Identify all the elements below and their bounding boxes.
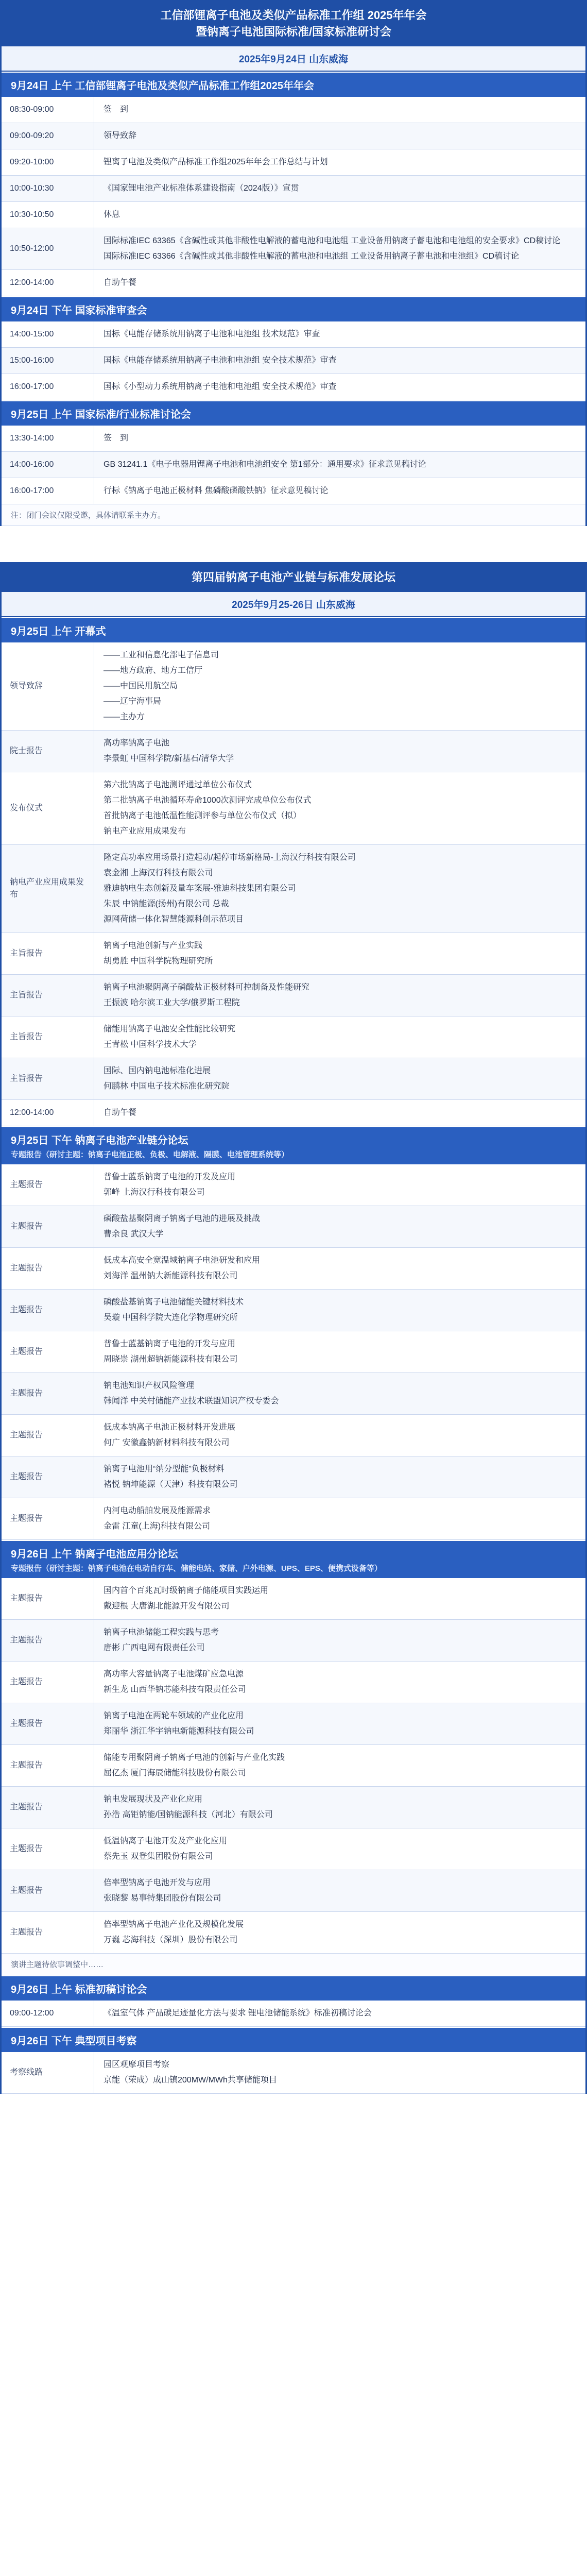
schedule-row (2, 1578, 585, 1620)
row-content (94, 772, 585, 844)
schedule-row (2, 348, 585, 374)
schedule-row (2, 452, 585, 478)
row-line: 钠离子电池聚阴离子磷酸盐正极材料可控制备及性能研究 (103, 983, 310, 992)
schedule-row (2, 642, 585, 731)
row-line: 普鲁士蓝基钠离子电池的开发与应用 (103, 1340, 236, 1348)
schedule-row (2, 1373, 585, 1415)
schedule-row (2, 1620, 585, 1662)
header-title-line2: 暨钠离子电池国际标准/国家标准研讨会 (195, 25, 392, 38)
row-line: 第六批钠离子电池测评通过单位公布仪式 (103, 781, 252, 789)
row-line: 刘海洋 温州钠大新能源科技有限公司 (103, 1272, 238, 1280)
row-line: 国标《小型动力系统用钠离子电池和电池组 安全技术规范》审查 (103, 382, 337, 391)
forum-block (0, 562, 587, 2094)
row-line: 签 到 (103, 434, 129, 443)
row-line: 唐彬 广西电网有限责任公司 (103, 1643, 205, 1652)
schedule-row (2, 2001, 585, 2027)
row-content (94, 975, 585, 1016)
row-label: 09:00-09:20 (2, 123, 94, 149)
schedule-row (2, 228, 585, 270)
row-line: 王青松 中国科学技术大学 (103, 1040, 197, 1049)
row-label: 15:00-16:00 (2, 348, 94, 374)
row-line: 领导致辞 (103, 131, 137, 140)
row-line: 孙浩 高钜钠能/国钠能源科技（河北）有限公司 (103, 1810, 273, 1819)
row-content (94, 1578, 585, 1619)
row-content (94, 845, 585, 933)
row-line: 钠离子电池创新与产业实践 (103, 941, 203, 950)
row-line: 签 到 (103, 105, 129, 114)
row-label: 主题报告 (2, 1290, 94, 1331)
row-line: 普鲁士蓝系钠离子电池的开发及应用 (103, 1173, 236, 1181)
schedule-row (2, 202, 585, 228)
row-line: 行标《钠离子电池正极材料 焦磷酸磷酸铁钠》征求意见稿讨论 (103, 486, 329, 495)
row-label: 主题报告 (2, 1912, 94, 1953)
row-line: 褚悦 钠坤能源（天津）科技有限公司 (103, 1480, 238, 1489)
row-label: 主题报告 (2, 1745, 94, 1786)
row-content (94, 1787, 585, 1828)
row-content (94, 642, 585, 730)
schedule-row (2, 975, 585, 1016)
row-line: 低温钠离子电池开发及产业化应用 (103, 1837, 228, 1845)
row-label: 12:00-14:00 (2, 270, 94, 296)
row-content (94, 149, 585, 175)
section-header: 9月25日 上午 开幕式 (2, 617, 585, 642)
row-line: 磷酸盐基聚阴离子钠离子电池的进展及挑战 (103, 1214, 261, 1223)
row-content (94, 1373, 585, 1414)
schedule-row (2, 1787, 585, 1828)
schedule-row (2, 1662, 585, 1703)
header-subtitle-1: 2025年9月24日 山东威海 (2, 46, 585, 72)
row-label: 16:00-17:00 (2, 374, 94, 400)
row-line: 国际标准IEC 63365《含碱性或其他非酸性电解液的蓄电池和电池组 工业设备用钠离子蓄电池和电池组的安全要求》CD稿讨论 (103, 236, 561, 245)
row-content (94, 1828, 585, 1870)
schedule-row (2, 1016, 585, 1058)
row-content (94, 426, 585, 451)
row-line: 雅迪钠电生态创新及量车案展-雅迪科技集团有限公司 (103, 884, 296, 893)
closed-meeting-note: 注：闭门会议仅限受邀，具体请联系主办方。 (2, 504, 585, 526)
row-content (94, 2052, 585, 2093)
row-label: 钠电产业应用成果发布 (2, 845, 94, 933)
row-label: 领导致辞 (2, 642, 94, 730)
row-line: 国内首个百兆瓦时级钠离子储能项目实践运用 (103, 1586, 269, 1595)
header-title-2: 第四届钠离子电池产业链与标准发展论坛 (191, 571, 395, 584)
row-content (94, 176, 585, 201)
row-label: 主题报告 (2, 1828, 94, 1870)
row-line: 新生龙 山西华钠芯能科技有限责任公司 (103, 1685, 246, 1694)
row-label: 14:00-15:00 (2, 321, 94, 347)
row-line: 首批钠离子电池低温性能测评参与单位公布仪式（拟） (103, 811, 302, 820)
schedule-row (2, 1456, 585, 1498)
row-content (94, 478, 585, 504)
row-line: 何鹏林 中国电子技术标准化研究院 (103, 1082, 230, 1091)
row-line: 第二批钠离子电池循环寿命1000次测评完成单位公布仪式 (103, 796, 312, 805)
row-line: 自助午餐 (103, 1108, 137, 1117)
section-rows (2, 1578, 585, 1954)
row-label: 13:30-14:00 (2, 426, 94, 451)
schedule-row (2, 1745, 585, 1787)
row-content (94, 1164, 585, 1206)
section-header: 9月25日 下午 钠离子电池产业链分论坛 专题报告（研讨主题：钠离子电池正极、负极、电解液、隔膜、电池管理系统等） (2, 1126, 585, 1164)
row-content (94, 1662, 585, 1703)
row-line: 园区观摩项目考察 (103, 2060, 170, 2069)
row-line: 钠电产业应用成果发布 (103, 827, 186, 836)
section-header: 9月26日 上午 标准初稿讨论会 (2, 1975, 585, 2001)
row-label: 主题报告 (2, 1206, 94, 1247)
row-content (94, 731, 585, 772)
row-label: 12:00-14:00 (2, 1100, 94, 1126)
section-subtitle: 专题报告（研讨主题：钠离子电池正极、负极、电解液、隔膜、电池管理系统等） (11, 1150, 289, 1159)
section-rows (2, 2001, 585, 2027)
row-line: 倍率型钠离子电池产业化及规模化发展 (103, 1920, 244, 1929)
section-header: 9月24日 上午 工信部锂离子电池及类似产品标准工作组2025年年会 (2, 72, 585, 97)
schedule-row (2, 1100, 585, 1126)
row-content (94, 1870, 585, 1911)
schedule-row (2, 1164, 585, 1206)
row-label: 主题报告 (2, 1373, 94, 1414)
row-line: 京能（荣成）成山镇200MW/MWh共享储能项目 (103, 2076, 277, 2084)
section-subtitle: 专题报告（研讨主题：钠离子电池在电动自行车、储能电站、家储、户外电源、UPS、EPS、便携式设备等） (11, 1564, 382, 1573)
row-line: 吴璇 中国科学院大连化学物理研究所 (103, 1313, 238, 1322)
section-rows (2, 321, 585, 400)
row-label: 主题报告 (2, 1578, 94, 1619)
row-label: 主旨报告 (2, 975, 94, 1016)
row-line: 磷酸盐基钠离子电池储能关键材料技术 (103, 1298, 244, 1307)
row-line: 源网荷储一体化智慧能源科创示范项目 (103, 915, 244, 924)
annual-meeting-block (0, 0, 587, 526)
row-line: 万巍 芯海科技（深圳）股份有限公司 (103, 1936, 238, 1944)
row-line: 钠离子电池在两轮车领域的产业化应用 (103, 1711, 244, 1720)
section-rows (2, 426, 585, 504)
row-line: 国标《电能存储系统用钠离子电池和电池组 安全技术规范》审查 (103, 356, 337, 365)
row-label: 08:30-09:00 (2, 97, 94, 123)
row-content (94, 270, 585, 296)
schedule-row (2, 1058, 585, 1100)
row-line: 低成本钠离子电池正极材料开发进展 (103, 1423, 236, 1432)
schedule-row (2, 1828, 585, 1870)
row-content (94, 1745, 585, 1786)
row-line: 郑丽华 浙江华宇钠电新能源科技有限公司 (103, 1727, 254, 1736)
section-header: 9月26日 下午 典型项目考察 (2, 2027, 585, 2052)
row-content (94, 348, 585, 374)
row-line: ——地方政府、地方工信厅 (103, 666, 203, 675)
schedule-row (2, 97, 585, 123)
row-line: 《温室气体 产品碳足迹量化方法与要求 锂电池储能系统》标准初稿讨论会 (103, 2009, 372, 2018)
schedule-row (2, 1498, 585, 1540)
schedule-row (2, 1206, 585, 1248)
row-line: 王振波 哈尔滨工业大学/俄罗斯工程院 (103, 998, 240, 1007)
row-content (94, 1912, 585, 1953)
schedule-row (2, 1248, 585, 1290)
row-label: 09:20-10:00 (2, 149, 94, 175)
row-line: 郭峰 上海汉行科技有限公司 (103, 1188, 205, 1197)
section-rows (2, 1164, 585, 1540)
schedule-row (2, 1703, 585, 1745)
row-line: GB 31241.1《电子电器用锂离子电池和电池组安全 第1部分：通用要求》征求意见稿讨论 (103, 460, 426, 469)
row-content (94, 1498, 585, 1539)
section-header: 9月24日 下午 国家标准审查会 (2, 296, 585, 321)
block-gap (0, 526, 587, 562)
row-line: 胡勇胜 中国科学院物理研究所 (103, 957, 213, 965)
row-line: 低成本高安全宽温域钠离子电池研发和应用 (103, 1256, 261, 1265)
row-label: 主题报告 (2, 1498, 94, 1539)
row-line: 李景虹 中国科学院/新基石/清华大学 (103, 754, 234, 763)
schedule-row (2, 1912, 585, 1954)
schedule-row (2, 1290, 585, 1331)
row-line: 周晓崇 湖州超钠新能源科技有限公司 (103, 1355, 238, 1364)
row-content (94, 1415, 585, 1456)
row-line: 国际标准IEC 63366《含碱性或其他非酸性电解液的蓄电池和电池组 工业设备用钠离子蓄电池和电池组》CD稿讨论 (103, 252, 520, 261)
row-label: 考察线路 (2, 2052, 94, 2093)
row-line: 袁金湘 上海汉行科技有限公司 (103, 869, 213, 877)
row-line: 韩闻洋 中关村储能产业技术联盟知识产权专委会 (103, 1397, 279, 1405)
row-line: 储能专用聚阴离子钠离子电池的创新与产业化实践 (103, 1753, 285, 1762)
row-line: 钠离子电池用“纳分型能”负极材料 (103, 1465, 225, 1473)
row-label: 主题报告 (2, 1870, 94, 1911)
header-banner-1 (2, 0, 585, 46)
row-line: 蔡先玉 双登集团股份有限公司 (103, 1852, 213, 1861)
row-label: 主题报告 (2, 1703, 94, 1744)
annual-meeting-schedule (2, 72, 585, 504)
row-line: 何广 安徽鑫钠新材料科技有限公司 (103, 1438, 230, 1447)
row-line: 曹余良 武汉大学 (103, 1230, 164, 1239)
row-content (94, 1703, 585, 1744)
row-line: 国标《电能存储系统用钠离子电池和电池组 技术规范》审查 (103, 330, 320, 338)
row-line: 内河电动船舶发展及能源需求 (103, 1506, 211, 1515)
row-line: 隆定高功率应用场景打造起动/起停市场新格局-上海汉行科技有限公司 (103, 853, 356, 862)
row-label: 14:00-16:00 (2, 452, 94, 478)
row-label: 主题报告 (2, 1787, 94, 1828)
row-content (94, 1248, 585, 1289)
schedule-row (2, 321, 585, 348)
topics-pending-note: 演讲主题待依事调整中…… (2, 1954, 585, 1975)
header-banner-2 (2, 562, 585, 592)
row-label: 主题报告 (2, 1620, 94, 1661)
schedule-row (2, 374, 585, 400)
row-line: 钠电发展现状及产业化应用 (103, 1795, 203, 1804)
forum-schedule (2, 617, 585, 1954)
row-line: ——辽宁海事局 (103, 697, 162, 706)
section-rows (2, 2052, 585, 2094)
row-line: 张晓黎 易事特集团股份有限公司 (103, 1894, 221, 1903)
row-line: ——中国民用航空局 (103, 682, 178, 690)
row-content (94, 2001, 585, 2026)
schedule-row (2, 933, 585, 975)
row-content (94, 123, 585, 149)
row-content (94, 97, 585, 123)
row-label: 10:00-10:30 (2, 176, 94, 201)
row-content (94, 321, 585, 347)
closing-schedule (2, 1975, 585, 2094)
row-label: 主题报告 (2, 1164, 94, 1206)
row-content (94, 1206, 585, 1247)
schedule-row (2, 1415, 585, 1456)
row-line: 国际、国内钠电池标准化进展 (103, 1066, 211, 1075)
row-line: 高功率大容量钠离子电池煤矿应急电源 (103, 1670, 244, 1679)
row-line: 《国家锂电池产业标准体系建设指南（2024版）》宣贯 (103, 184, 299, 193)
row-line: 朱辰 中钠能源(扬州)有限公司 总裁 (103, 900, 229, 908)
row-content (94, 1620, 585, 1661)
schedule-row (2, 426, 585, 452)
row-content (94, 1100, 585, 1126)
row-content (94, 228, 585, 269)
schedule-row (2, 2052, 585, 2094)
section-header: 9月25日 上午 国家标准/行业标准讨论会 (2, 400, 585, 426)
row-line: 钠电池知识产权风险管理 (103, 1381, 195, 1390)
row-content (94, 1058, 585, 1099)
header-title-line1: 工信部锂离子电池及类似产品标准工作组 2025年年会 (160, 9, 427, 22)
section-rows (2, 642, 585, 1126)
row-content (94, 1290, 585, 1331)
row-line: 倍率型钠离子电池开发与应用 (103, 1878, 211, 1887)
row-content (94, 374, 585, 400)
row-line: 戴迎根 大唐湖北能源开发有限公司 (103, 1602, 230, 1611)
row-label: 16:00-17:00 (2, 478, 94, 504)
section-header: 9月26日 上午 钠离子电池应用分论坛 专题报告（研讨主题：钠离子电池在电动自行车、储能电站、家储、户外电源、UPS、EPS、便携式设备等） (2, 1540, 585, 1578)
row-line: 储能用钠离子电池安全性能比较研究 (103, 1025, 236, 1033)
row-line: 自助午餐 (103, 278, 137, 287)
row-label: 10:30-10:50 (2, 202, 94, 228)
row-label: 10:50-12:00 (2, 228, 94, 269)
header-subtitle-2: 2025年9月25-26日 山东威海 (2, 592, 585, 617)
row-line: 锂离子电池及类似产品标准工作组2025年年会工作总结与计划 (103, 158, 328, 166)
row-label: 主旨报告 (2, 1016, 94, 1058)
section-rows (2, 97, 585, 296)
row-content (94, 1456, 585, 1498)
row-label: 院士报告 (2, 731, 94, 772)
row-content (94, 933, 585, 974)
row-label: 主题报告 (2, 1415, 94, 1456)
schedule-row (2, 270, 585, 296)
schedule-row (2, 478, 585, 504)
row-line: 屈亿杰 厦门海辰储能科技股份有限公司 (103, 1769, 246, 1777)
schedule-row (2, 1331, 585, 1373)
schedule-row (2, 1870, 585, 1912)
row-line: 钠离子电池储能工程实践与思考 (103, 1628, 219, 1637)
schedule-row (2, 845, 585, 933)
row-label: 主题报告 (2, 1456, 94, 1498)
schedule-row (2, 149, 585, 176)
row-line: 休息 (103, 210, 120, 219)
row-label: 主题报告 (2, 1248, 94, 1289)
row-label: 主旨报告 (2, 933, 94, 974)
row-label: 主旨报告 (2, 1058, 94, 1099)
row-content (94, 452, 585, 478)
row-label: 主题报告 (2, 1331, 94, 1372)
row-label: 发布仪式 (2, 772, 94, 844)
row-label: 09:00-12:00 (2, 2001, 94, 2026)
row-line: 金雷 江童(上海)科技有限公司 (103, 1522, 211, 1531)
schedule-row (2, 123, 585, 149)
row-content (94, 1331, 585, 1372)
row-line: 高功率钠离子电池 (103, 739, 170, 748)
schedule-row (2, 772, 585, 845)
row-label: 主题报告 (2, 1662, 94, 1703)
row-line: ——主办方 (103, 713, 145, 721)
row-content (94, 202, 585, 228)
schedule-row (2, 176, 585, 202)
row-content (94, 1016, 585, 1058)
row-line: ——工业和信息化部电子信息司 (103, 651, 219, 659)
schedule-row (2, 731, 585, 772)
